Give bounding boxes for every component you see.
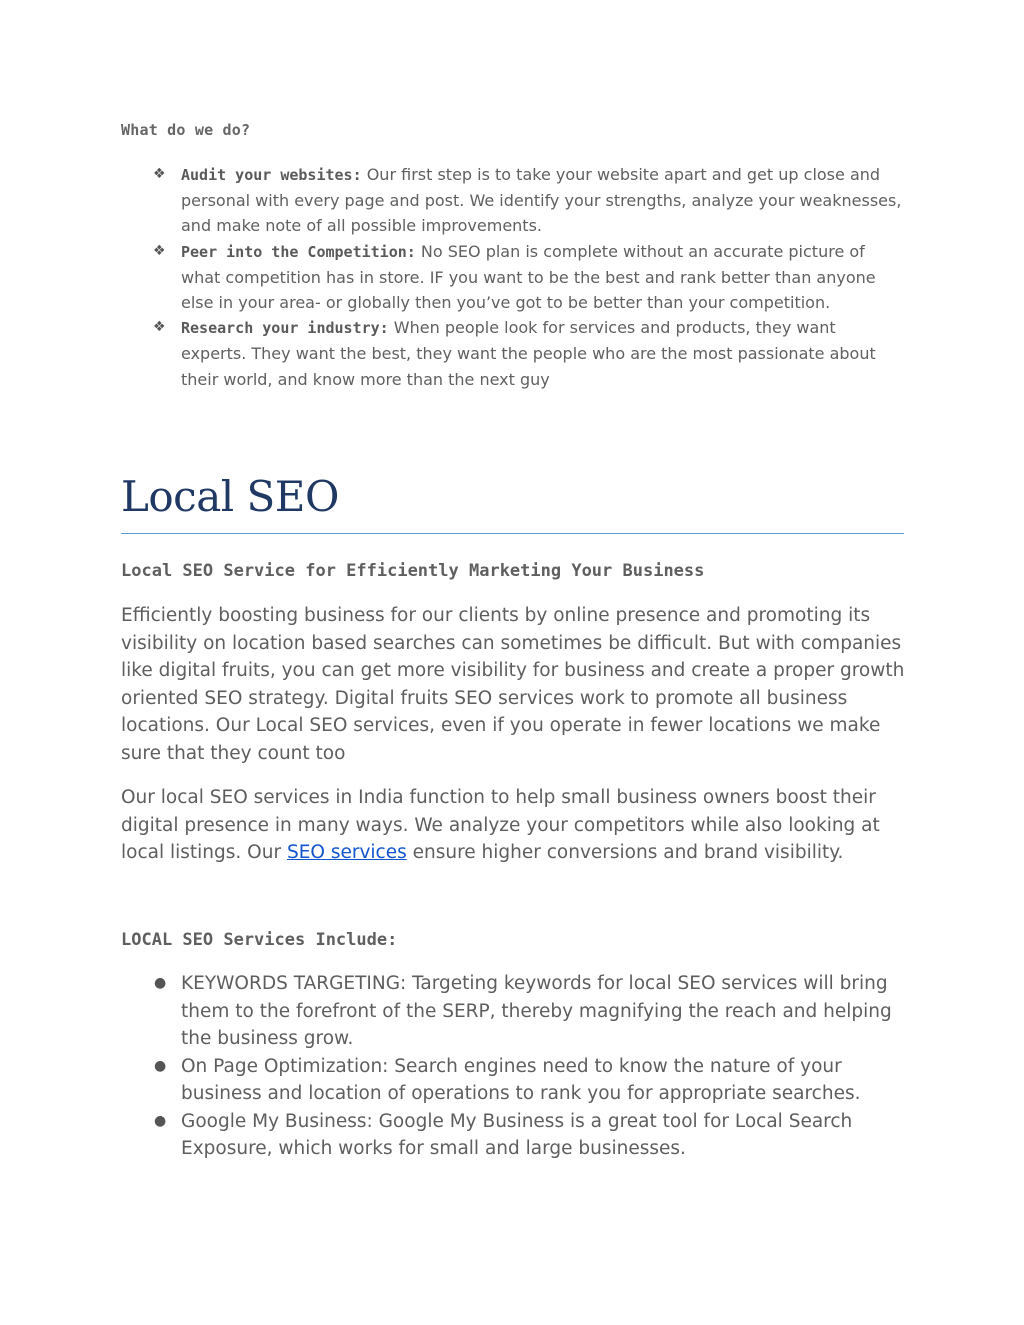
body-paragraph-1: Efficiently boosting business for our clients by online presence and promoting its visibility on location based searches can sometimes be difficult. But with companies like digital fruits, you can get more visibility for business and create a proper growth oriented SEO strategy. Digital fruits SEO services work to promote all business locations. Our Local SEO services, even if you operate in fewer locations we make sure that they count too <box>121 605 905 764</box>
list-item <box>121 1108 911 1163</box>
title-divider <box>121 533 904 534</box>
list-item <box>121 970 911 1053</box>
item-lead: Audit your websites: <box>181 166 362 184</box>
service-text: Google My Business: Google My Business is a great tool for Local Search Exposure, which works for small and large businesses. <box>181 1110 853 1159</box>
service-text: KEYWORDS TARGETING: Targeting keywords for local SEO services will bring them to the forefront of the SERP, thereby magnifying the reach and helping the business grow. <box>181 973 892 1049</box>
section-title: Local SEO <box>121 472 339 521</box>
what-do-we-do-heading: What do we do? <box>121 121 251 139</box>
list-item <box>121 315 906 392</box>
item-lead: Research your industry: <box>181 319 389 338</box>
diamond-bullet-icon: ❖ <box>153 166 166 182</box>
item-lead: Peer into the Competition: <box>181 242 416 261</box>
service-text: On Page Optimization: Search engines need to know the nature of your business and location of operations to rank you for appropriate searches. <box>181 1055 861 1104</box>
paragraph-text: Our local SEO services in India function to help small business owners boost their digital presence in many ways. We analyze your competitors while also looking at local listings. Our <box>121 787 880 863</box>
list-item <box>121 162 906 239</box>
item-text: No SEO plan is complete without an accurate picture of what competition has in store. IF you want to be the best and rank better than anyone else in your area- or globally then you’ve got to be better than your competition. <box>181 241 876 313</box>
item-text: When people look for services and products, they want experts. They want the best, they want the people who are the most passionate about their world, and know more than the next guy <box>181 318 876 389</box>
dot-bullet-icon: ● <box>154 975 167 991</box>
what-we-do-list <box>121 162 906 392</box>
dot-bullet-icon: ● <box>154 1057 167 1074</box>
services-heading: LOCAL SEO Services Include: <box>121 930 398 950</box>
list-item <box>121 1053 911 1108</box>
item-text: Our first step is to take your website apart and get up close and personal with every page and post. We identify your strengths, analyze your weaknesses, and make note of all possible improvements. <box>181 165 902 236</box>
paragraph-text: ensure higher conversions and brand visibility. <box>406 842 844 863</box>
services-list <box>121 970 911 1163</box>
body-paragraph-2 <box>121 784 911 867</box>
dot-bullet-icon: ● <box>154 1112 167 1129</box>
diamond-bullet-icon: ❖ <box>153 242 166 259</box>
list-item <box>121 239 906 316</box>
seo-services-link[interactable]: SEO services <box>286 842 407 863</box>
section-subtitle: Local SEO Service for Efficiently Marketing Your Business <box>121 561 705 581</box>
diamond-bullet-icon: ❖ <box>153 319 166 336</box>
